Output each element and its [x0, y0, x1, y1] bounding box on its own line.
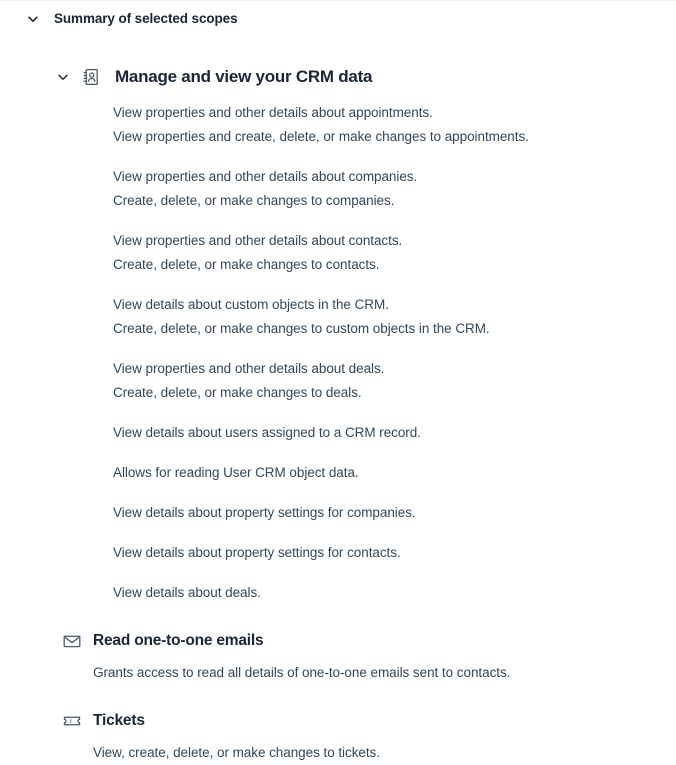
desc-block [113, 461, 676, 485]
desc-block [113, 421, 676, 445]
scope-section-title: Read one-to-one emails [93, 632, 264, 649]
summary-header[interactable] [0, 1, 676, 30]
scope-description: Create, delete, or make changes to companies. [113, 193, 395, 208]
chevron-down-icon[interactable] [26, 12, 40, 26]
ticket-icon [62, 711, 82, 731]
scope-description-list [0, 90, 676, 605]
page-title: Summary of selected scopes [54, 11, 238, 26]
scope-section-header [0, 709, 676, 733]
scope-description: View details about users assigned to a CRM record. [113, 425, 421, 440]
scope-description: Create, delete, or make changes to custom objects in the CRM. [113, 321, 490, 336]
scope-description: View properties and create, delete, or make changes to appointments. [113, 129, 529, 144]
scope-description: View properties and other details about appointments. [113, 105, 433, 120]
scope-description: View details about deals. [113, 585, 261, 600]
desc-block [113, 357, 676, 405]
scope-description: View properties and other details about deals. [113, 361, 385, 376]
scope-section-header [0, 629, 676, 653]
scope-description: Create, delete, or make changes to deals. [113, 385, 362, 400]
scope-section-tickets [0, 709, 676, 765]
scope-group-crm [0, 64, 676, 605]
envelope-icon [62, 631, 82, 651]
desc-block [113, 165, 676, 213]
scope-section-emails [0, 629, 676, 685]
scope-group-header[interactable] [0, 64, 676, 90]
scope-description: View properties and other details about companies. [113, 169, 418, 184]
scope-description: View properties and other details about contacts. [113, 233, 403, 248]
desc-block [113, 581, 676, 605]
scope-description: Create, delete, or make changes to contacts. [113, 257, 380, 272]
scope-description: View details about property settings for companies. [113, 505, 416, 520]
scope-description: View, create, delete, or make changes to tickets. [93, 745, 380, 760]
address-book-icon [81, 67, 101, 87]
scope-group-title: Manage and view your CRM data [115, 67, 373, 86]
desc-block [113, 501, 676, 525]
scope-description: View details about property settings for contacts. [113, 545, 401, 560]
desc-block [113, 101, 676, 149]
scope-description: Grants access to read all details of one-to-one emails sent to contacts. [93, 665, 511, 680]
chevron-down-icon[interactable] [56, 70, 70, 84]
scopes-summary-panel [0, 1, 676, 760]
desc-block [113, 229, 676, 277]
scope-description: Allows for reading User CRM object data. [113, 465, 359, 480]
scope-section-title: Tickets [93, 712, 145, 729]
desc-block [113, 293, 676, 341]
desc-block [113, 541, 676, 565]
scope-description: View details about custom objects in the CRM. [113, 297, 389, 312]
